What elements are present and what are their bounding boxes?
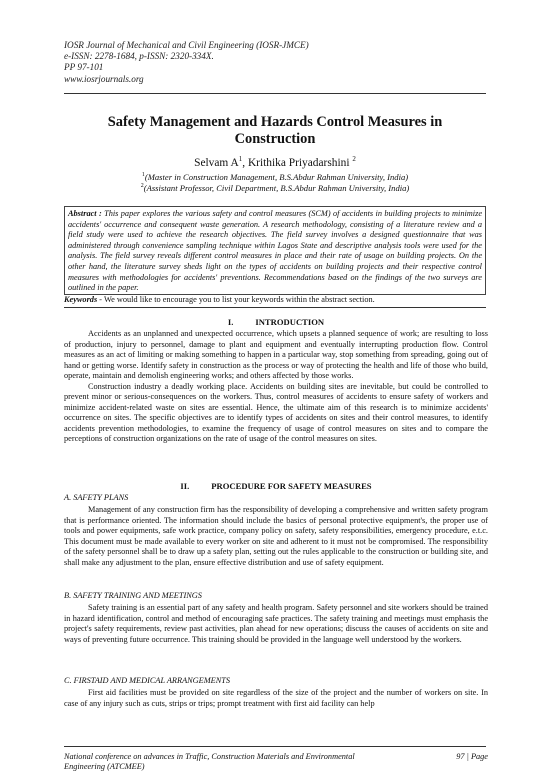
abstract-label: Abstract : [68,209,102,218]
author-1-mark: 1 [238,155,243,163]
section-1-title: INTRODUCTION [255,317,325,327]
section-1-body [64,329,488,445]
section-1-paragraph-2: Construction industry a deadly working place. Accidents on building sites are inevitable, but could be controlled to prevent minor or serious-consequences on the workers. Thus, control measures of accidents to ensure safety of workers and minimize accident-related waste on sites are essential. Hence, the ultimate aim of this research is to minimize accidents' occurrence on sites. The specific objectives are to identify types of accidents on sites and their control measures, to identify accidents prevention methodologies, to examine the frequency of usage of control measures on sites and to compare the perceptions of construction organizations on the rate of usage of the control measures on sites. [64,381,488,444]
author-1-name: Selvam A [194,156,239,169]
journal-issn: e-ISSN: 2278-1684, p-ISSN: 2320-334X. [64,51,214,62]
paper-title-line2: Construction [234,131,316,147]
section-2-title: PROCEDURE FOR SAFETY MEASURES [211,481,372,491]
journal-website[interactable]: www.iosrjournals.org [64,73,144,84]
affiliation-2-mark: 2 [140,183,144,190]
paper-title [64,114,486,148]
section-1-heading [64,317,488,327]
affiliation-1-mark: 1 [141,172,145,179]
footer-conference: National conference on advances in Traffic, Construction Materials and Environmental Engineering (ATCMEE) [64,752,355,771]
affiliation-1-text: (Master in Construction Management, B.S.Abdur Rahman University, India) [144,172,409,182]
subsection-a-heading: A. SAFETY PLANS [64,493,129,502]
abstract-text: This paper explores the various safety and control measures (SCM) of accidents in building projects to minimize accidents' occurrence and consequent waste generation. A research methodology, consisting of a literature review and a field study were used to achieve the research objectives. The field survey involves a designed questionnaire that was administered through convenience sampling technique within Lagos State and descriptive analysis tools were used for the analysis. The field survey reveals different control measures in place and their rate of usage on building projects. On the other hand, the literature survey sheds light on the types of accidents on building projects and their respective control measures with methodologies for accidents' preventions. Recommendations based on the findings of the two surveys are outlined in the paper. [68,209,482,293]
journal-pages: PP 97-101 [64,62,104,73]
journal-name: IOSR Journal of Mechanical and Civil Engineering (IOSR-JMCE) [64,40,309,50]
affiliation-2-text: (Assistant Professor, Civil Department, B.S.Abdur Rahman University, India) [143,183,410,193]
subsection-c-body: First aid facilities must be provided on site regardless of the size of the project and the number of workers on site. In case of any injury such as cuts, strips or trips; prompt treatment with first aid facility can help [64,688,488,708]
subsection-a-body: Management of any construction firm has the responsibility of developing a comprehensive and written safety program that is performance oriented. The information should include the basics of personal protective equipment's, the proper use of tools and power equipments, safe work practice, company policy on safety, safety responsibilities, emergency procedure, e.t.c. This document must be made available to every worker on site and adherent to it must not be compromised. The responsibility of the safety personnel shall be to draw up a safety plan, setting out the rules applicable to the construction or building site, and shall make any adjustment to the plan, ensure effective distribution and use of safety equipment. [64,505,488,567]
affiliation-1 [64,172,486,182]
section-1-paragraph-1: Accidents as an unplanned and unexpected occurrence, which upsets a planned sequence of work; are resulting to loss of production, injury to personnel, damage to plant and equipment and eventually interrupting production flow. Control measures as an act of limiting or making something to happen in a particular way, stop something from spreading, going out of hand or getting worse. Identify safety in construction as the process or way of protecting the health and life of those who build, operate, maintain and demolish engineering works; and others affected by those works. [64,329,488,381]
authors-line [64,155,486,169]
keywords-label: Keywords - [64,295,103,304]
author-2-mark: 2 [352,155,356,163]
keywords-text: We would like to encourage you to list your keywords within the abstract section. [102,295,375,304]
footer-divider [64,746,486,747]
author-separator: , [242,156,248,169]
footer-page-number: 97 | Page [456,752,488,761]
author-2-name: Krithika Priyadarshini [247,156,353,169]
subsection-b-body: Safety training is an essential part of any safety and health program. Safety personnel and site workers should be trained in hazard identification, control and method of encouraging safe practices. The safety training and meetings must emphasis the project's safety requirements, review past activities, plan ahead for new operations; discuss the causes of accidents on site and ways of preventing future occurrence. This training should be provided in the language well understood by the workers. [64,603,488,644]
abstract [68,209,482,294]
keywords-divider [64,307,486,308]
section-2-number: II. [180,481,190,491]
paper-title-line1: Safety Management and Hazards Control Measures in [107,114,443,130]
header-divider [64,93,486,94]
section-1-number: I. [227,317,234,327]
section-2-heading [64,481,488,491]
journal-header [64,40,309,85]
keywords [64,295,488,306]
subsection-c-heading: C. FIRSTAID AND MEDICAL ARRANGEMENTS [64,676,231,685]
affiliation-2 [64,183,486,193]
subsection-b-heading: B. SAFETY TRAINING AND MEETINGS [64,591,202,600]
